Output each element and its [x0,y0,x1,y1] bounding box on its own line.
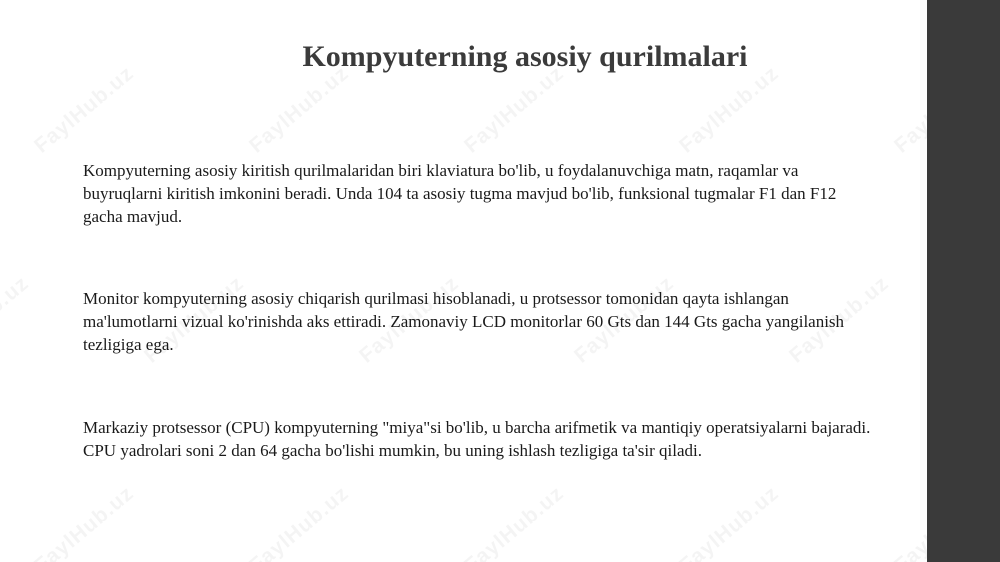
side-bar [927,0,1000,562]
watermark [460,62,569,159]
paragraph-line: gacha mavjud. [83,207,183,226]
paragraph-line: Markaziy protsessor (CPU) kompyuterning "miya"si bo'lib, u barcha arifmetik va mantiqiy operatsiyalarni bajaradi. [83,418,871,437]
paragraph-line: CPU yadrolari soni 2 dan 64 gacha bo'lishi mumkin, bu uning ishlash tezligiga ta'sir qiladi. [83,441,702,460]
watermark [0,272,34,369]
paragraph-line: Kompyuterning asosiy kiritish qurilmalaridan biri klaviatura bo'lib, u foydalanuvchiga matn, raqamlar va [83,161,799,180]
watermark [245,482,354,562]
paragraph-line: Monitor kompyuterning asosiy chiqarish qurilmasi hisoblanadi, u protsessor tomonidan qayta ishlangan [83,289,789,308]
watermark [245,62,354,159]
paragraph-line: tezligiga ega. [83,335,174,354]
paragraph-monitor [83,287,844,356]
watermark [30,482,139,562]
watermark [675,482,784,562]
watermark [30,62,139,159]
paragraph-line: buyruqlarni kiritish imkonini beradi. Unda 104 ta asosiy tugma mavjud bo'lib, funksional tugmalar F1 dan F12 [83,184,837,203]
watermark [460,482,569,562]
paragraph-keyboard [83,159,836,228]
paragraph-cpu [83,416,870,462]
watermark [675,62,784,159]
paragraph-line: ma'lumotlarni vizual ko'rinishda aks ettiradi. Zamonaviy LCD monitorlar 60 Gts dan 144 Gts gacha yangilanish [83,312,845,331]
slide-title: Kompyuterning asosiy qurilmalari [302,40,748,73]
